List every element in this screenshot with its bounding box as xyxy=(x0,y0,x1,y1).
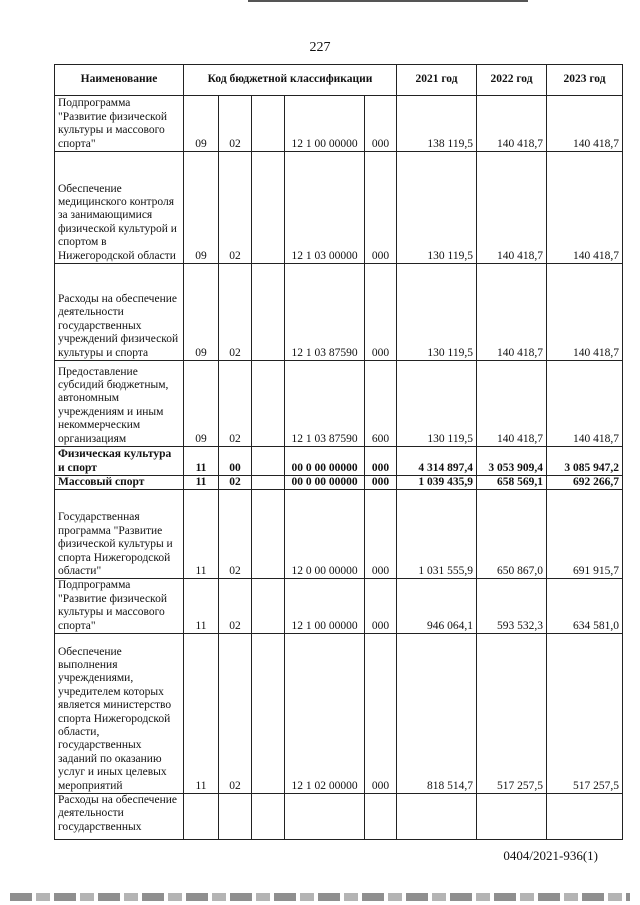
empty-code-cell xyxy=(252,152,285,264)
section-code-cell: 11 xyxy=(184,634,219,794)
value-2022-cell xyxy=(477,794,547,840)
expense-type-code-cell: 600 xyxy=(365,361,397,447)
subsection-code-cell: 02 xyxy=(219,634,252,794)
expense-type-code-cell: 000 xyxy=(365,579,397,634)
section-code-cell: 11 xyxy=(184,447,219,476)
header-2022: 2022 год xyxy=(477,65,547,96)
expense-type-code-cell: 000 xyxy=(365,447,397,476)
table-row xyxy=(55,490,623,579)
expense-type-code-cell xyxy=(365,794,397,840)
target-item-code-cell: 12 1 03 00000 xyxy=(285,152,365,264)
empty-code-cell xyxy=(252,447,285,476)
value-2023-cell: 140 418,7 xyxy=(547,152,623,264)
header-2023: 2023 год xyxy=(547,65,623,96)
row-name-cell: Предоставление субсидий бюджетным, автономным учреждениям и иным некоммерческим организациям xyxy=(55,361,184,447)
header-code: Код бюджетной классификации xyxy=(184,65,397,96)
subsection-code-cell: 00 xyxy=(219,447,252,476)
expense-type-code-cell: 000 xyxy=(365,476,397,490)
row-name-cell: Подпрограмма "Развитие физической культуры и массового спорта" xyxy=(55,579,184,634)
expense-type-code-cell: 000 xyxy=(365,96,397,152)
subsection-code-cell: 02 xyxy=(219,579,252,634)
section-code-cell: 11 xyxy=(184,476,219,490)
empty-code-cell xyxy=(252,264,285,361)
row-name-cell: Государственная программа "Развитие физической культуры и спорта Нижегородской области" xyxy=(55,490,184,579)
section-code-cell: 09 xyxy=(184,96,219,152)
value-2022-cell: 593 532,3 xyxy=(477,579,547,634)
value-2021-cell: 818 514,7 xyxy=(397,634,477,794)
value-2021-cell: 946 064,1 xyxy=(397,579,477,634)
table-row xyxy=(55,447,623,476)
value-2022-cell: 140 418,7 xyxy=(477,96,547,152)
subsection-code-cell: 02 xyxy=(219,476,252,490)
target-item-code-cell: 12 1 00 00000 xyxy=(285,96,365,152)
subsection-code-cell: 02 xyxy=(219,490,252,579)
subsection-code-cell: 02 xyxy=(219,264,252,361)
value-2021-cell: 130 119,5 xyxy=(397,361,477,447)
table-row xyxy=(55,361,623,447)
scan-bottom-edge xyxy=(10,893,630,901)
subsection-code-cell: 02 xyxy=(219,361,252,447)
value-2023-cell: 634 581,0 xyxy=(547,579,623,634)
value-2022-cell: 517 257,5 xyxy=(477,634,547,794)
value-2022-cell: 140 418,7 xyxy=(477,361,547,447)
row-name-cell: Расходы на обеспечение деятельности государственных xyxy=(55,794,184,840)
value-2023-cell xyxy=(547,794,623,840)
empty-code-cell xyxy=(252,794,285,840)
value-2021-cell: 138 119,5 xyxy=(397,96,477,152)
empty-code-cell xyxy=(252,490,285,579)
table-row xyxy=(55,264,623,361)
value-2021-cell: 130 119,5 xyxy=(397,152,477,264)
empty-code-cell xyxy=(252,579,285,634)
value-2023-cell: 3 085 947,2 xyxy=(547,447,623,476)
section-code-cell: 11 xyxy=(184,490,219,579)
value-2023-cell: 691 915,7 xyxy=(547,490,623,579)
empty-code-cell xyxy=(252,361,285,447)
target-item-code-cell: 00 0 00 00000 xyxy=(285,447,365,476)
target-item-code-cell: 12 1 00 00000 xyxy=(285,579,365,634)
table-row xyxy=(55,794,623,840)
empty-code-cell xyxy=(252,96,285,152)
section-code-cell: 09 xyxy=(184,152,219,264)
table-row xyxy=(55,634,623,794)
target-item-code-cell: 12 1 02 00000 xyxy=(285,634,365,794)
expense-type-code-cell: 000 xyxy=(365,634,397,794)
value-2022-cell: 650 867,0 xyxy=(477,490,547,579)
row-name-cell: Обеспечение медицинского контроля за занимающимися физической культурой и спортом в Нижегородской области xyxy=(55,152,184,264)
section-code-cell: 09 xyxy=(184,361,219,447)
expense-type-code-cell: 000 xyxy=(365,264,397,361)
value-2021-cell: 130 119,5 xyxy=(397,264,477,361)
value-2023-cell: 692 266,7 xyxy=(547,476,623,490)
value-2023-cell: 140 418,7 xyxy=(547,361,623,447)
section-code-cell: 11 xyxy=(184,579,219,634)
table-row xyxy=(55,476,623,490)
target-item-code-cell: 12 1 03 87590 xyxy=(285,264,365,361)
value-2021-cell: 1 039 435,9 xyxy=(397,476,477,490)
header-name: Наименование xyxy=(55,65,184,96)
table-row xyxy=(55,96,623,152)
table-row xyxy=(55,579,623,634)
value-2022-cell: 140 418,7 xyxy=(477,152,547,264)
value-2023-cell: 517 257,5 xyxy=(547,634,623,794)
row-name-cell: Обеспечение выполнения учреждениями, учредителем которых является министерство спорта Нижегородской области, государственных заданий по оказанию услуг и иных целевых мероприятий xyxy=(55,634,184,794)
subsection-code-cell: 02 xyxy=(219,152,252,264)
scan-top-edge xyxy=(248,0,528,2)
empty-code-cell xyxy=(252,476,285,490)
value-2021-cell: 4 314 897,4 xyxy=(397,447,477,476)
target-item-code-cell: 00 0 00 00000 xyxy=(285,476,365,490)
target-item-code-cell: 12 0 00 00000 xyxy=(285,490,365,579)
empty-code-cell xyxy=(252,634,285,794)
row-name-cell: Физическая культура и спорт xyxy=(55,447,184,476)
subsection-code-cell: 02 xyxy=(219,96,252,152)
section-code-cell xyxy=(184,794,219,840)
row-name-cell: Подпрограмма "Развитие физической культуры и массового спорта" xyxy=(55,96,184,152)
table-header-row xyxy=(55,65,623,96)
value-2023-cell: 140 418,7 xyxy=(547,96,623,152)
document-code: 0404/2021-936(1) xyxy=(503,848,598,863)
table-row xyxy=(55,152,623,264)
target-item-code-cell: 12 1 03 87590 xyxy=(285,361,365,447)
value-2022-cell: 3 053 909,4 xyxy=(477,447,547,476)
expense-type-code-cell: 000 xyxy=(365,490,397,579)
value-2023-cell: 140 418,7 xyxy=(547,264,623,361)
value-2022-cell: 658 569,1 xyxy=(477,476,547,490)
section-code-cell: 09 xyxy=(184,264,219,361)
value-2021-cell: 1 031 555,9 xyxy=(397,490,477,579)
value-2022-cell: 140 418,7 xyxy=(477,264,547,361)
expense-type-code-cell: 000 xyxy=(365,152,397,264)
target-item-code-cell xyxy=(285,794,365,840)
page-number: 227 xyxy=(309,40,331,55)
row-name-cell: Расходы на обеспечение деятельности государственных учреждений физической культуры и спорта xyxy=(55,264,184,361)
subsection-code-cell xyxy=(219,794,252,840)
value-2021-cell xyxy=(397,794,477,840)
row-name-cell: Массовый спорт xyxy=(55,476,184,490)
budget-table xyxy=(54,64,623,840)
header-2021: 2021 год xyxy=(397,65,477,96)
